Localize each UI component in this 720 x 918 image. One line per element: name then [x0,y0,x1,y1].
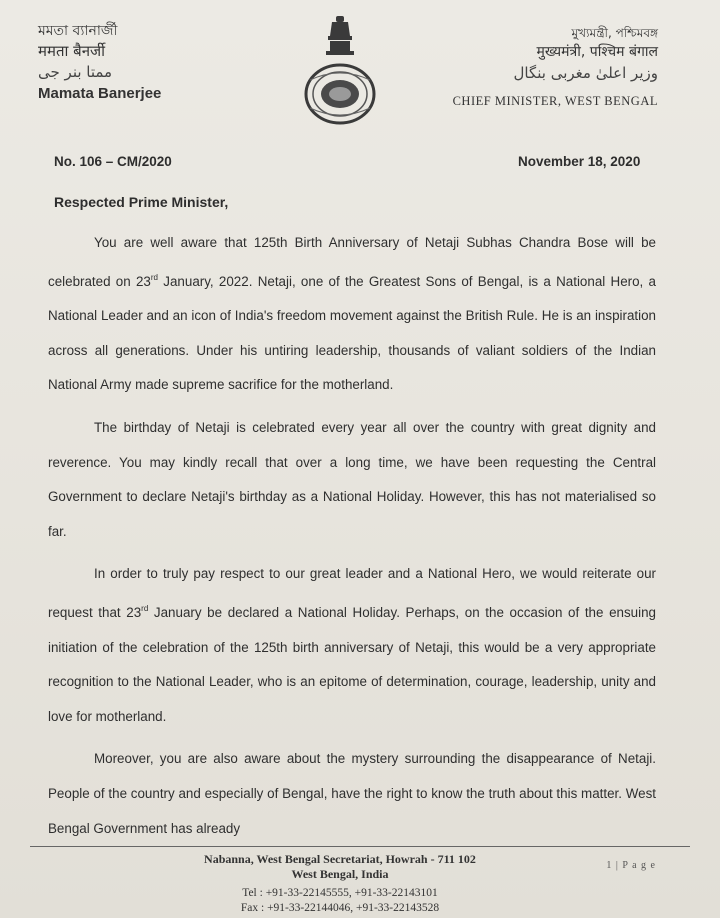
sender-name-urdu: ممتا بنر جی [38,63,113,81]
office-title-urdu: وزیر اعلیٰ مغربی بنگال [513,64,658,82]
paragraph-2: The birthday of Netaji is celebrated every year all over the country with great dignity and reverence. You may kindly recall that over a long time, we have been requesting the Central Government to declare Netaji's birthday as a National Holiday. However, this has not materialised so far. [48,419,656,539]
paragraph-1: You are well aware that 125th Birth Anniversary of Netaji Subhas Chandra Bose will be celebrated on 23rd January, 2022. Netaji, one of the Greatest Sons of Bengal, is a National Hero, a National Leader and an icon of India's freedom movement against the British Rule. He is an inspiration across all generations. Under his untiring leadership, thousands of valiant soldiers of the Indian National Army made supreme sacrifice for the motherland. [48,235,656,393]
office-title-hindi: मुख्यमंत्री, पश्चिम बंगाल [536,44,658,60]
office-title-english: CHIEF MINISTER, WEST BENGAL [452,94,658,108]
sender-name-english: Mamata Banerjee [38,85,162,102]
office-title-bengali: মুখ্যমন্ত্রী, পশ্চিমবঙ্গ [571,26,658,40]
letter-date: November 18, 2020 [518,154,641,169]
salutation: Respected Prime Minister, [54,194,229,210]
address-line-1: Nabanna, West Bengal Secretariat, Howrah - 711 102 [204,852,476,866]
paragraph-4: Moreover, you are also aware about the mystery surrounding the disappearance of Netaji. People of the country and especially of Bengal, have the right to know the truth about this matter. West Bengal Government has already [48,751,656,836]
office-title-block [418,24,658,109]
sender-name-bengali: মমতা ব্যানার্জী [38,23,118,39]
telephone: Tel : +91-33-22145555, +91-33-22143101 [242,887,438,899]
address-line-2: West Bengal, India [291,867,389,881]
sender-name-hindi: ममता बैनर्जी [38,42,106,60]
page-number: 1 | P a g e [606,860,656,871]
paragraph-3: In order to truly pay respect to our great leader and a National Hero, we would reiterate our request that 23rd January be declared a National Holiday. Perhaps, on the occasion of the ensuing initiation of the celebration of the 125th birth anniversary of Netaji, this would be a very appropriate recognition to the National Leader, who is an epitome of determination, courage, leadership, unity and love for motherland. [48,566,656,724]
reference-number: No. 106 – CM/2020 [54,154,172,169]
fax: Fax : +91-33-22144046, +91-33-22143528 [240,902,440,914]
footer-divider [30,846,690,847]
state-emblem-icon [296,14,384,126]
sender-name-block [38,22,238,102]
footer-address [150,852,530,916]
letter-body [48,226,656,854]
